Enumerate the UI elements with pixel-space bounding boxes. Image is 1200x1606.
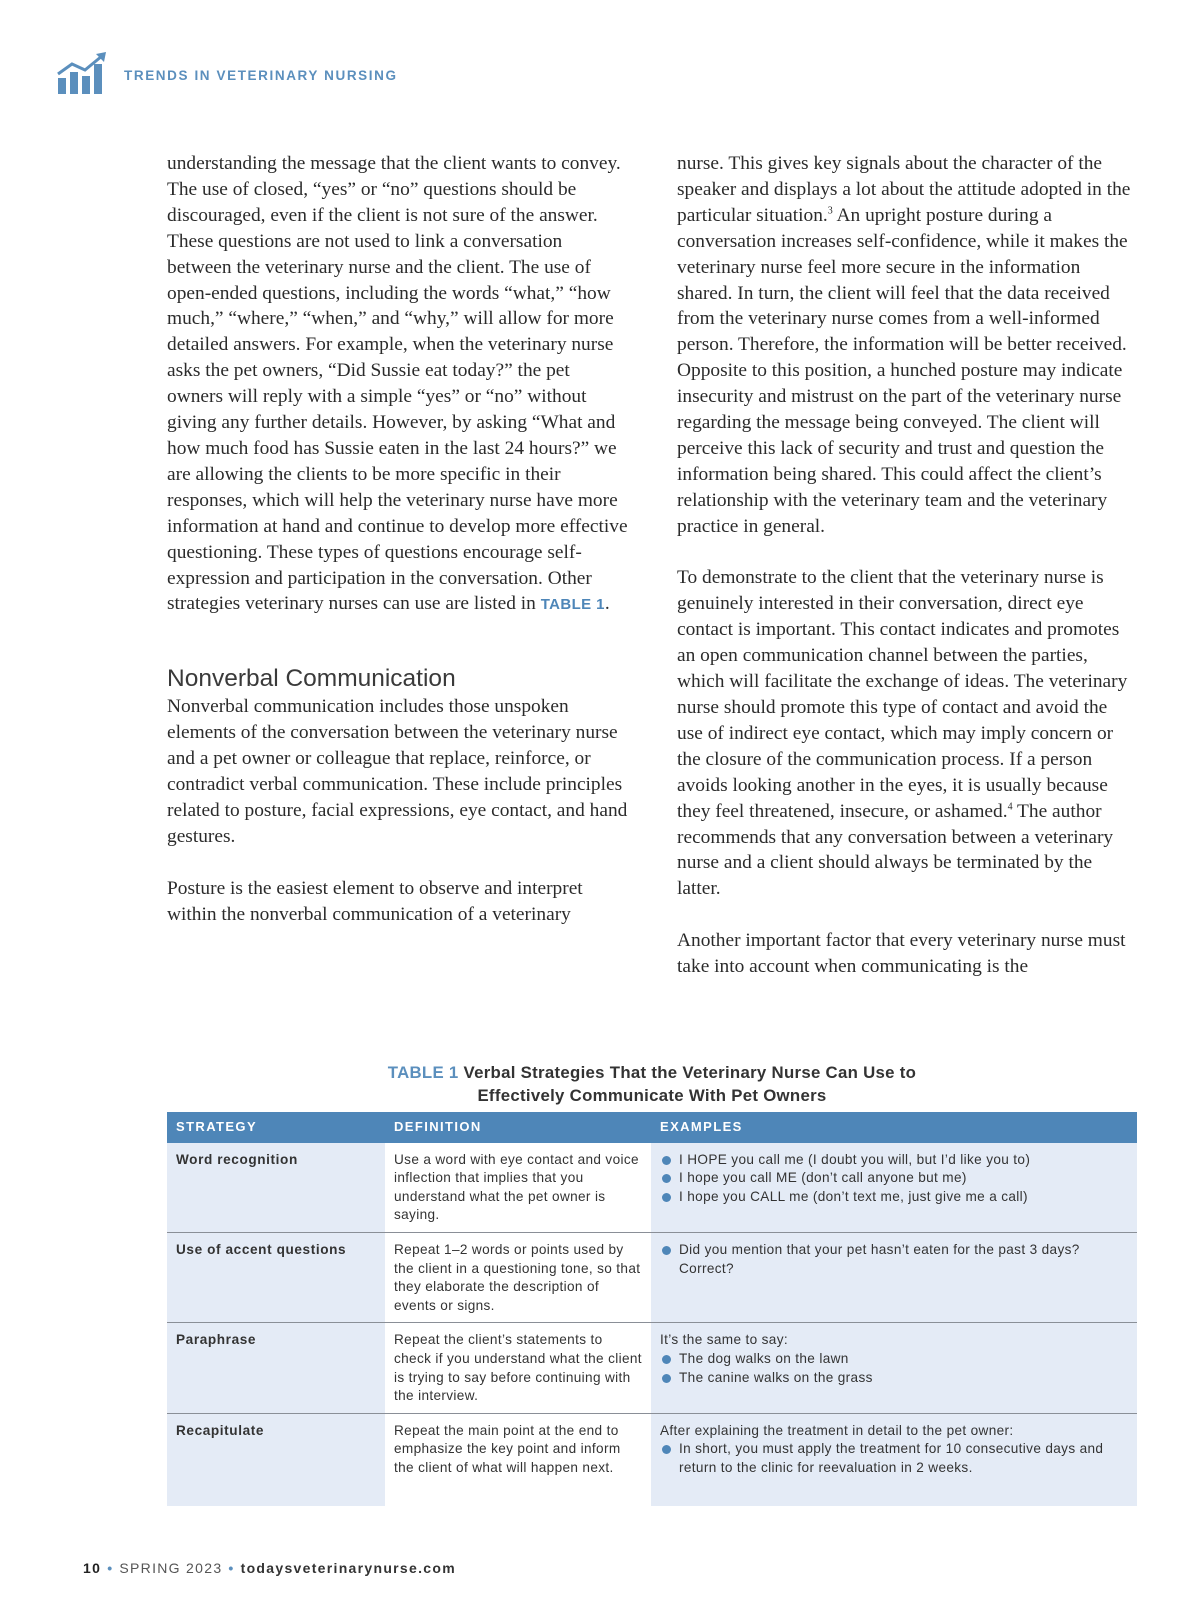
examples-cell: [651, 1232, 1137, 1322]
column-header-definition: DEFINITION: [385, 1112, 651, 1143]
section-heading-nonverbal: Nonverbal Communication: [167, 665, 456, 693]
issue-label: SPRING 2023: [119, 1560, 223, 1576]
column-header-strategy: STRATEGY: [167, 1112, 385, 1143]
example-text: Did you mention that your pet hasn’t eaten for the past 3 days? Correct?: [679, 1241, 1080, 1276]
examples-list: [660, 1350, 1128, 1387]
table-label: TABLE 1: [387, 1063, 459, 1082]
definition-cell: Repeat the client’s statements to check if you understand what the client is trying to say before continuing with the interview.: [385, 1323, 651, 1413]
table-row: [167, 1323, 1137, 1413]
example-item: [660, 1188, 1128, 1207]
page-number: 10: [83, 1560, 102, 1576]
example-intro: It’s the same to say:: [660, 1332, 788, 1348]
right-paragraph-1-text-b: An upright posture during a conversation increases self-confidence, while it makes the veterinary nurse feel more secure in the information shared. In turn, the client will feel that the data received from the veterinary nurse comes from a well-informed person. Therefore, the information will be better received. Opposite to this position, a hunched posture may indicate insecurity and mistrust on the part of the veterinary nurse regarding the message being conveyed. The client will perceive this lack of security and trust and question the information being shared. This could affect the client’s relationship with the veterinary team and the veterinary practice in general.: [677, 204, 1128, 537]
example-item: [660, 1241, 1128, 1278]
examples-cell: [651, 1143, 1137, 1233]
example-text: In short, you must apply the treatment for 10 consecutive days and return to the clinic for reevaluation in 2 weeks.: [679, 1441, 1104, 1475]
table-caption: [167, 1061, 1137, 1107]
table-row: [167, 1143, 1137, 1233]
definition-cell: Repeat the main point at the end to emphasize the key point and inform the client of what will happen next.: [385, 1413, 651, 1506]
definition-cell: Repeat 1–2 words or points used by the client in a questioning tone, so that they elaborate the description of events or signs.: [385, 1232, 651, 1322]
table-header-row: [167, 1112, 1137, 1143]
example-item: [660, 1350, 1128, 1369]
table-caption-line-1: [167, 1061, 1137, 1084]
right-column: [677, 151, 1135, 980]
citation-4: 4: [1007, 801, 1013, 813]
example-text: The dog walks on the lawn: [679, 1350, 849, 1366]
table-1-reference[interactable]: TABLE 1: [540, 596, 605, 614]
bullet-dot-icon: [662, 1246, 671, 1255]
bullet-dot-icon: [662, 1193, 671, 1202]
example-text: The canine walks on the grass: [679, 1369, 873, 1385]
example-item: [660, 1169, 1128, 1188]
left-paragraph-2: Nonverbal communication includes those unspoken elements of the conversation between the veterinary nurse and a pet owner or colleague that replace, reinforce, or contradict verbal communication. These include principles related to posture, facial expressions, eye contact, and hand gestures.: [167, 696, 628, 847]
bullet-dot-icon: [662, 1174, 671, 1183]
website-link[interactable]: todaysveterinarynurse.com: [240, 1560, 456, 1576]
examples-cell: [651, 1413, 1137, 1506]
strategy-cell: Paraphrase: [167, 1323, 385, 1413]
right-paragraph-2: [677, 565, 1135, 902]
definition-cell: Use a word with eye contact and voice inflection that implies that you understand what the pet owner is saying.: [385, 1143, 651, 1233]
example-text: I hope you CALL me (don’t text me, just give me a call): [679, 1188, 1028, 1204]
footer-separator: •: [228, 1560, 235, 1576]
left-paragraph-1: [167, 151, 629, 618]
example-item: [660, 1151, 1128, 1170]
example-item: [660, 1440, 1128, 1477]
examples-list: [660, 1440, 1128, 1477]
citation-3: 3: [827, 205, 833, 217]
right-paragraph-2-text-a: To demonstrate to the client that the veterinary nurse is genuinely interested in their conversation, direct eye contact is important. This contact indicates and promotes an open communication channel between the parties, which will facilitate the exchange of ideas. The veterinary nurse should promote this type of contact and avoid the use of indirect eye contact, which may imply concern or the closure of the communication process. If a person avoids looking another in the eyes, it is usually because they feel threatened, insecure, or ashamed.: [677, 567, 1128, 822]
bullet-dot-icon: [662, 1355, 671, 1364]
left-paragraph-1-end: .: [604, 593, 610, 615]
right-paragraph-1-text-a: nurse. This gives key signals about the character of the speaker and displays a lot about the attitude adopted in the particular situation.: [677, 153, 1131, 226]
table-title-line-2: Effectively Communicate With Pet Owners: [477, 1086, 827, 1105]
examples-list: [660, 1151, 1128, 1207]
right-paragraph-2-text-b: The author recommends that any conversation between a veterinary nurse and a client should always be terminated by the latter.: [677, 800, 1114, 900]
bar-chart-trend-icon: [56, 52, 108, 96]
example-text: I hope you call ME (don’t call anyone but me): [679, 1170, 967, 1186]
left-column: [167, 151, 629, 927]
bullet-dot-icon: [662, 1374, 671, 1383]
section-title: TRENDS IN VETERINARY NURSING: [124, 68, 398, 83]
strategies-table: [167, 1112, 1137, 1506]
example-text: I HOPE you call me (I doubt you will, but I’d like you to): [679, 1151, 1031, 1167]
strategy-cell: Use of accent questions: [167, 1232, 385, 1322]
bullet-dot-icon: [662, 1156, 671, 1165]
table-row: [167, 1413, 1137, 1506]
page-footer: [83, 1560, 456, 1576]
bullet-dot-icon: [662, 1445, 671, 1454]
example-item: [660, 1369, 1128, 1388]
table-title-line-1: Verbal Strategies That the Veterinary Nurse Can Use to: [463, 1063, 917, 1082]
examples-cell: [651, 1323, 1137, 1413]
right-paragraph-3: Another important factor that every veterinary nurse must take into account when communicating is the: [677, 930, 1126, 978]
strategy-cell: Recapitulate: [167, 1413, 385, 1506]
left-paragraph-3: Posture is the easiest element to observe and interpret within the nonverbal communication of a veterinary: [167, 877, 583, 925]
example-intro: After explaining the treatment in detail to the pet owner:: [660, 1422, 1014, 1438]
right-paragraph-1: [677, 151, 1135, 540]
table-row: [167, 1232, 1137, 1322]
left-paragraph-1-text: understanding the message that the client wants to convey. The use of closed, “yes” or “no” questions should be discouraged, even if the client is not sure of the answer. These questions are not used to link a conversation between the veterinary nurse and the client. The use of open-ended questions, including the words “what,” “how much,” “where,” “when,” and “why,” will allow for more detailed answers. For example, when the veterinary nurse asks the pet owners, “Did Sussie eat today?” the pet owners will reply with a simple “yes” or “no” without giving any further details. However, by asking “What and how much food has Sussie eaten in the last 24 hours?” we are allowing the clients to be more specific in their responses, which will help the veterinary nurse have more information at hand and continue to develop more effective questioning. These types of questions encourage self-expression and participation in the conversation. Other strategies veterinary nurses can use are listed in: [167, 153, 628, 615]
column-header-examples: EXAMPLES: [651, 1112, 1137, 1143]
examples-list: [660, 1241, 1128, 1278]
strategy-cell: Word recognition: [167, 1143, 385, 1233]
footer-separator: •: [107, 1560, 114, 1576]
